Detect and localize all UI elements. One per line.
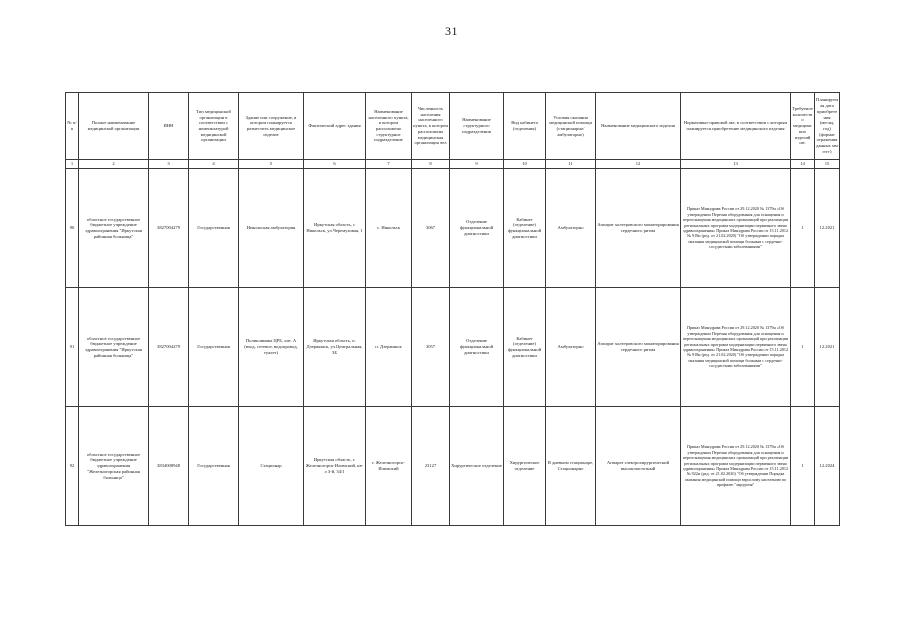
header-cell: ИНН xyxy=(149,93,189,160)
equipment-table xyxy=(65,92,840,526)
device-name: Аппарат холтеровского мониторирования сердечного ритма xyxy=(596,169,681,288)
building: Никольская амбулатория xyxy=(239,169,304,288)
column-number-row xyxy=(66,160,840,169)
regulation: Приказ Минздрава России от 29.12.2020 № 1379н «Об утверждении Перечня оборудования для оснащения и переоснащения медицинских организаций при реализации региональных программ модернизации первичного звена здравоохранения» Приказ Минздрава России от 15.11.2012 № 918н (ред. от 21.02.2020) "Об утверждении порядка оказания медицинской помощи больным с сердечно-сосудистыми заболеваниями" xyxy=(681,169,791,288)
table-row xyxy=(66,407,840,526)
regulation: Приказ Минздрава России от 29.12.2020 № 1379н «Об утверждении Перечня оборудования для оснащения и переоснащения медицинских организаций при реализации региональных программ модернизации первичного звена здравоохранения» Приказ Минздрава России от 15.11.2012 № 922н (ред. от 21.02.2020) "Об утверждении Порядка оказания медицинской помощи взрослому населению по профилю "хирургия" xyxy=(681,407,791,526)
header-cell: Полное наименование медицинской организации xyxy=(79,93,149,160)
address: Иркутская область, п. Дзержинск, ул.Центральная, 3Б xyxy=(304,288,366,407)
quantity: 1 xyxy=(791,407,815,526)
header-cell: Тип медицинской организации в соответствии с номенклатурой медицинской организации xyxy=(189,93,239,160)
header-cell: Нормативно-правовой акт, в соответствии с которым планируется приобретение медицинского изделия xyxy=(681,93,791,160)
cabinet-type: Кабинет (отделение) функциональной диагностики xyxy=(504,288,546,407)
header-cell: Численность населения населенного пункта, в котором расположена медицинская организация чел xyxy=(412,93,450,160)
organization-name: областное государственное бюджетное учреждение здравоохранения "Иркутская районная больница" xyxy=(79,169,149,288)
purchase-date: 12.2024 xyxy=(815,407,840,526)
column-number: 4 xyxy=(189,160,239,169)
header-cell: Здание или сооружение, в котором планируется разместить медицинское изделие xyxy=(239,93,304,160)
header-cell: Наименование структурного подразделения xyxy=(450,93,504,160)
organization-name: областное государственное бюджетное учреждение здравоохранения "Иркутская районная больница" xyxy=(79,288,149,407)
header-cell: Наименование медицинского изделия xyxy=(596,93,681,160)
care-conditions: В дневном стационаре, Стационарно xyxy=(546,407,596,526)
care-conditions: Амбулаторно xyxy=(546,169,596,288)
organization-type: Государственная xyxy=(189,288,239,407)
quantity: 1 xyxy=(791,169,815,288)
settlement: с. Никольск xyxy=(366,169,412,288)
column-number: 3 xyxy=(149,160,189,169)
building: Поликлиника ЦРБ, лит. А (вход, сетевое, водопровод, туалет) xyxy=(239,288,304,407)
column-number: 2 xyxy=(79,160,149,169)
column-number: 12 xyxy=(596,160,681,169)
address: Иркутская область, с Никольск, ул.Черемуховая, 1 xyxy=(304,169,366,288)
column-number: 11 xyxy=(546,160,596,169)
column-number: 15 xyxy=(815,160,840,169)
column-number: 5 xyxy=(239,160,304,169)
page-number: 31 xyxy=(445,24,458,38)
table-row xyxy=(66,169,840,288)
column-number: 1 xyxy=(66,160,79,169)
settlement: п. Дзержинск xyxy=(366,288,412,407)
header-cell: Условия оказания медицинской помощи (стационарно/амбулаторно) xyxy=(546,93,596,160)
organization-type: Государственная xyxy=(189,407,239,526)
subdivision: Отделение функциональной диагностики xyxy=(450,288,504,407)
header-row xyxy=(66,93,840,160)
purchase-date: 12.2021 xyxy=(815,169,840,288)
column-number: 14 xyxy=(791,160,815,169)
header-cell: Вид кабинета (отделения) xyxy=(504,93,546,160)
header-cell: Требуемое количество медицинских изделий шт. xyxy=(791,93,815,160)
cabinet-type: Кабинет (отделение) функциональной диагностики xyxy=(504,169,546,288)
regulation: Приказ Минздрава России от 29.12.2020 № 1379н «Об утверждении Перечня оборудования для оснащения и переоснащения медицинских организаций при реализации региональных программ модернизации первичного звена здравоохранения» Приказ Минздрава России от 15.11.2012 № 918н (ред. от 21.02.2020) "Об утверждении порядка оказания медицинской помощи больным с сердечно-сосудистыми заболеваниями" xyxy=(681,288,791,407)
column-number: 9 xyxy=(450,160,504,169)
purchase-date: 12.2021 xyxy=(815,288,840,407)
header-cell: Фактический адрес здания xyxy=(304,93,366,160)
row-number: 90 xyxy=(66,169,79,288)
population: 3067 xyxy=(412,169,450,288)
column-number: 7 xyxy=(366,160,412,169)
inn: 3834008948 xyxy=(149,407,189,526)
address: Иркутская область, г. Железногорск-Илимский, кв-л 3-й, 34/1 xyxy=(304,407,366,526)
table-row xyxy=(66,288,840,407)
care-conditions: Амбулаторно xyxy=(546,288,596,407)
column-number: 10 xyxy=(504,160,546,169)
row-number: 91 xyxy=(66,288,79,407)
building: Стационар xyxy=(239,407,304,526)
device-name: Аппарат холтеровского мониторирования сердечного ритма xyxy=(596,288,681,407)
inn: 3827004279 xyxy=(149,169,189,288)
organization-name: областное государственное бюджетное учреждение здравоохранения "Железногорская районная больница" xyxy=(79,407,149,526)
cabinet-type: Хирургическое отделение xyxy=(504,407,546,526)
device-name: Аппарат электрохирургический высокочастотный xyxy=(596,407,681,526)
subdivision: Хирургическое отделение xyxy=(450,407,504,526)
population: 23127 xyxy=(412,407,450,526)
row-number: 92 xyxy=(66,407,79,526)
header-cell: Планируемая дата приобретения (месяц, год) (формат отражения данных мм гггг) xyxy=(815,93,840,160)
inn: 3827004279 xyxy=(149,288,189,407)
quantity: 1 xyxy=(791,288,815,407)
header-cell: Наименование населенного пункта, в котором расположено структурное подразделение xyxy=(366,93,412,160)
subdivision: Отделение функциональной диагностики xyxy=(450,169,504,288)
column-number: 6 xyxy=(304,160,366,169)
population: 3057 xyxy=(412,288,450,407)
header-cell: № п/п xyxy=(66,93,79,160)
settlement: г. Железногорск-Илимский xyxy=(366,407,412,526)
column-number: 8 xyxy=(412,160,450,169)
column-number: 13 xyxy=(681,160,791,169)
organization-type: Государственная xyxy=(189,169,239,288)
